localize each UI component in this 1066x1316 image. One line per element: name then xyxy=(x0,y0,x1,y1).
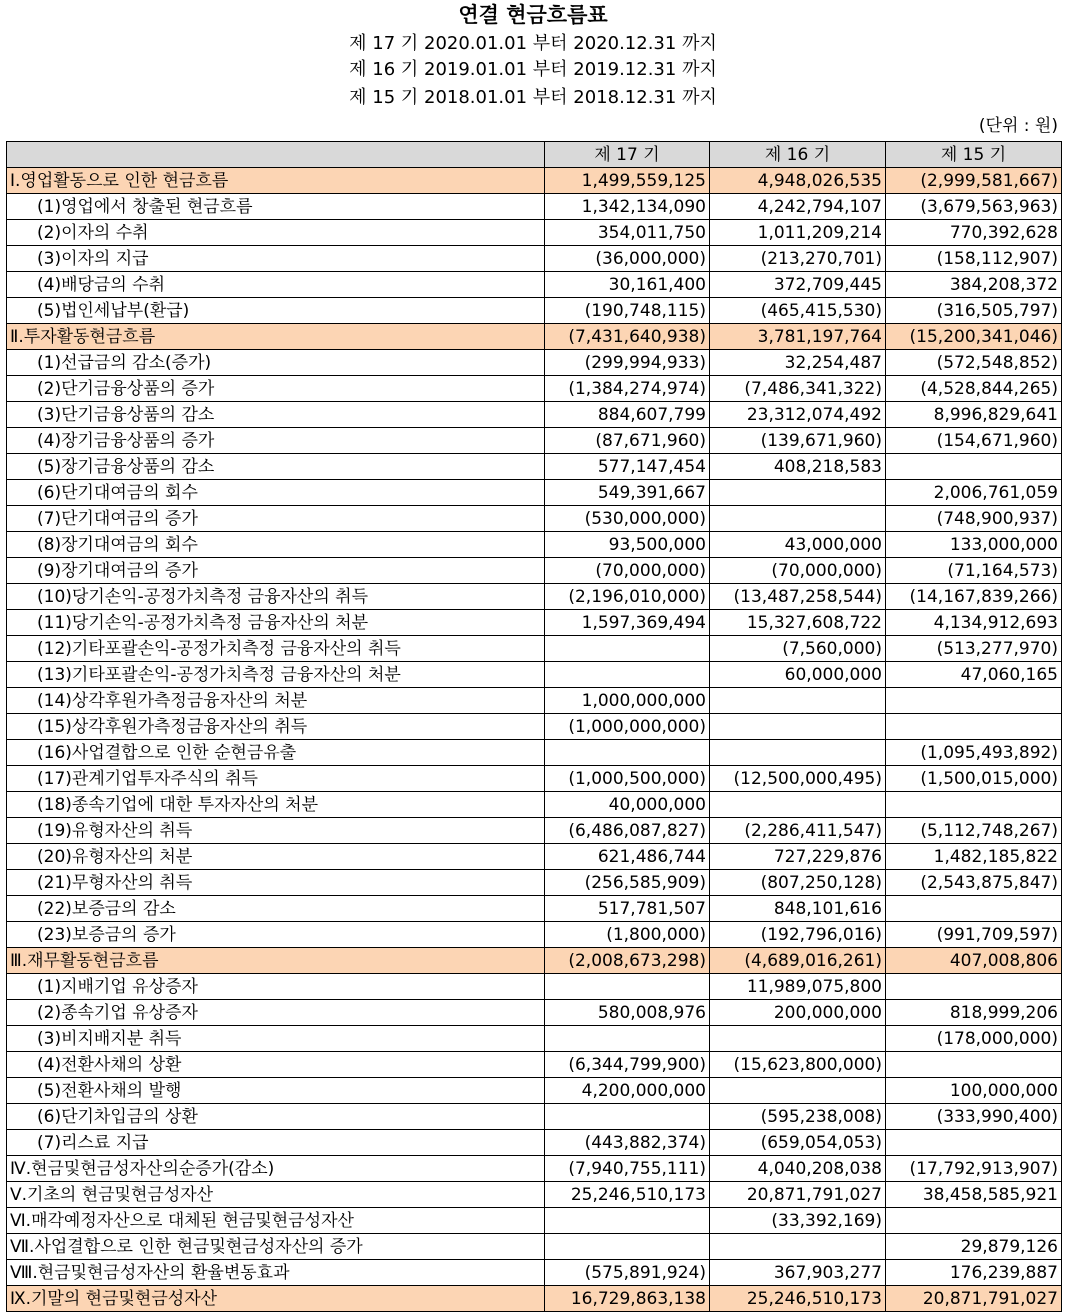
row-label: (20)유형자산의 처분 xyxy=(7,844,545,870)
row-label: Ⅲ.재무활동현금흐름 xyxy=(7,948,545,974)
row-label: Ⅶ.사업결합으로 인한 현금및현금성자산의 증가 xyxy=(7,1234,545,1260)
row-label: (3)비지배지분 취득 xyxy=(7,1026,545,1052)
value-period-17: (36,000,000) xyxy=(545,246,710,272)
value-period-15: (15,200,341,046) xyxy=(886,324,1062,350)
value-period-16 xyxy=(710,1078,886,1104)
value-period-15: 818,999,206 xyxy=(886,1000,1062,1026)
value-period-17: (2,196,010,000) xyxy=(545,584,710,610)
value-period-15: 176,239,887 xyxy=(886,1260,1062,1286)
value-period-15 xyxy=(886,688,1062,714)
value-period-16: (595,238,008) xyxy=(710,1104,886,1130)
table-row xyxy=(7,168,1062,194)
table-row xyxy=(7,246,1062,272)
value-period-17: (299,994,933) xyxy=(545,350,710,376)
period-line-17: 제 17 기 2020.01.01 부터 2020.12.31 까지 xyxy=(349,33,717,54)
value-period-16: (192,796,016) xyxy=(710,922,886,948)
row-label: (4)장기금융상품의 증가 xyxy=(7,428,545,454)
value-period-16: (12,500,000,495) xyxy=(710,766,886,792)
value-period-17 xyxy=(545,1026,710,1052)
row-label: (3)이자의 지급 xyxy=(7,246,545,272)
row-label: (18)종속기업에 대한 투자자산의 처분 xyxy=(7,792,545,818)
period-line-16: 제 16 기 2019.01.01 부터 2019.12.31 까지 xyxy=(349,59,717,80)
header-period-16: 제 16 기 xyxy=(710,142,886,168)
value-period-16: (7,560,000) xyxy=(710,636,886,662)
row-label: (19)유형자산의 취득 xyxy=(7,818,545,844)
value-period-15 xyxy=(886,792,1062,818)
value-period-17: 16,729,863,138 xyxy=(545,1286,710,1312)
value-period-17: 1,342,134,090 xyxy=(545,194,710,220)
value-period-16 xyxy=(710,688,886,714)
table-row xyxy=(7,1234,1062,1260)
value-period-16 xyxy=(710,480,886,506)
value-period-16: 25,246,510,173 xyxy=(710,1286,886,1312)
value-period-15: (748,900,937) xyxy=(886,506,1062,532)
value-period-16: 4,948,026,535 xyxy=(710,168,886,194)
value-period-15: 770,392,628 xyxy=(886,220,1062,246)
value-period-17: (256,585,909) xyxy=(545,870,710,896)
value-period-16: (807,250,128) xyxy=(710,870,886,896)
table-row xyxy=(7,1052,1062,1078)
table-row xyxy=(7,922,1062,948)
value-period-15: 133,000,000 xyxy=(886,532,1062,558)
row-label: (23)보증금의 증가 xyxy=(7,922,545,948)
value-period-16: (33,392,169) xyxy=(710,1208,886,1234)
value-period-16: 200,000,000 xyxy=(710,1000,886,1026)
value-period-16: 32,254,487 xyxy=(710,350,886,376)
value-period-17 xyxy=(545,974,710,1000)
table-row xyxy=(7,896,1062,922)
value-period-15 xyxy=(886,454,1062,480)
value-period-17 xyxy=(545,636,710,662)
value-period-17 xyxy=(545,1234,710,1260)
row-label: (8)장기대여금의 회수 xyxy=(7,532,545,558)
value-period-15: 29,879,126 xyxy=(886,1234,1062,1260)
table-row xyxy=(7,428,1062,454)
value-period-16 xyxy=(710,740,886,766)
row-label: (7)리스료 지급 xyxy=(7,1130,545,1156)
value-period-15: (178,000,000) xyxy=(886,1026,1062,1052)
value-period-17: (2,008,673,298) xyxy=(545,948,710,974)
table-row xyxy=(7,792,1062,818)
value-period-15: (572,548,852) xyxy=(886,350,1062,376)
unit-label: (단위 : 원) xyxy=(978,116,1058,136)
value-period-17: 884,607,799 xyxy=(545,402,710,428)
row-label: Ⅴ.기초의 현금및현금성자산 xyxy=(7,1182,545,1208)
row-label: Ⅰ.영업활동으로 인한 현금흐름 xyxy=(7,168,545,194)
value-period-15: 4,134,912,693 xyxy=(886,610,1062,636)
value-period-17: 580,008,976 xyxy=(545,1000,710,1026)
table-row xyxy=(7,532,1062,558)
value-period-16 xyxy=(710,506,886,532)
table-row xyxy=(7,1078,1062,1104)
value-period-15: (333,990,400) xyxy=(886,1104,1062,1130)
row-label: (1)지배기업 유상증자 xyxy=(7,974,545,1000)
table-row xyxy=(7,220,1062,246)
row-label: (21)무형자산의 취득 xyxy=(7,870,545,896)
table-row xyxy=(7,1286,1062,1312)
value-period-15: 1,482,185,822 xyxy=(886,844,1062,870)
value-period-17: 1,000,000,000 xyxy=(545,688,710,714)
value-period-17: 4,200,000,000 xyxy=(545,1078,710,1104)
value-period-15: (2,543,875,847) xyxy=(886,870,1062,896)
row-label: (7)단기대여금의 증가 xyxy=(7,506,545,532)
value-period-16 xyxy=(710,714,886,740)
value-period-16: (465,415,530) xyxy=(710,298,886,324)
table-body xyxy=(7,168,1062,1312)
table-row xyxy=(7,298,1062,324)
value-period-15: 407,008,806 xyxy=(886,948,1062,974)
value-period-16: 367,903,277 xyxy=(710,1260,886,1286)
value-period-16: (15,623,800,000) xyxy=(710,1052,886,1078)
value-period-15: (5,112,748,267) xyxy=(886,818,1062,844)
table-row xyxy=(7,480,1062,506)
table-row xyxy=(7,714,1062,740)
value-period-17 xyxy=(545,1104,710,1130)
value-period-16: 848,101,616 xyxy=(710,896,886,922)
row-label: (1)영업에서 창출된 현금흐름 xyxy=(7,194,545,220)
value-period-15: (154,671,960) xyxy=(886,428,1062,454)
value-period-15: (2,999,581,667) xyxy=(886,168,1062,194)
table-row xyxy=(7,376,1062,402)
table-row xyxy=(7,844,1062,870)
table-row xyxy=(7,454,1062,480)
table-header-row xyxy=(7,142,1062,168)
value-period-16: (13,487,258,544) xyxy=(710,584,886,610)
row-label: (4)전환사채의 상환 xyxy=(7,1052,545,1078)
value-period-15: 38,458,585,921 xyxy=(886,1182,1062,1208)
table-row xyxy=(7,350,1062,376)
header-period-15: 제 15 기 xyxy=(886,142,1062,168)
row-label: (16)사업결합으로 인한 순현금유출 xyxy=(7,740,545,766)
value-period-16: (2,286,411,547) xyxy=(710,818,886,844)
table-row xyxy=(7,506,1062,532)
value-period-15: (991,709,597) xyxy=(886,922,1062,948)
value-period-16: 43,000,000 xyxy=(710,532,886,558)
value-period-17: 517,781,507 xyxy=(545,896,710,922)
value-period-16: 1,011,209,214 xyxy=(710,220,886,246)
value-period-15: (3,679,563,963) xyxy=(886,194,1062,220)
value-period-15: (17,792,913,907) xyxy=(886,1156,1062,1182)
value-period-15 xyxy=(886,974,1062,1000)
value-period-17: 549,391,667 xyxy=(545,480,710,506)
value-period-17: (7,940,755,111) xyxy=(545,1156,710,1182)
row-label: (5)전환사채의 발행 xyxy=(7,1078,545,1104)
value-period-15: 47,060,165 xyxy=(886,662,1062,688)
header-label xyxy=(7,142,545,168)
row-label: (15)상각후원가측정금융자산의 취득 xyxy=(7,714,545,740)
value-period-17: 93,500,000 xyxy=(545,532,710,558)
row-label: (6)단기차입금의 상환 xyxy=(7,1104,545,1130)
value-period-16: 4,242,794,107 xyxy=(710,194,886,220)
statement-title: 연결 현금흐름표 xyxy=(458,3,608,27)
row-label: (3)단기금융상품의 감소 xyxy=(7,402,545,428)
table-row xyxy=(7,1130,1062,1156)
value-period-15: (71,164,573) xyxy=(886,558,1062,584)
table-row xyxy=(7,948,1062,974)
row-label: (10)당기손익-공정가치측정 금융자산의 취득 xyxy=(7,584,545,610)
value-period-15 xyxy=(886,1208,1062,1234)
table-row xyxy=(7,974,1062,1000)
row-label: Ⅳ.현금및현금성자산의순증가(감소) xyxy=(7,1156,545,1182)
value-period-17: 354,011,750 xyxy=(545,220,710,246)
table-row xyxy=(7,636,1062,662)
cash-flow-table xyxy=(6,141,1062,1312)
value-period-17: (443,882,374) xyxy=(545,1130,710,1156)
value-period-16 xyxy=(710,792,886,818)
value-period-15 xyxy=(886,896,1062,922)
row-label: (5)장기금융상품의 감소 xyxy=(7,454,545,480)
table-row xyxy=(7,740,1062,766)
row-label: (2)이자의 수취 xyxy=(7,220,545,246)
value-period-17: (6,486,087,827) xyxy=(545,818,710,844)
value-period-16: (213,270,701) xyxy=(710,246,886,272)
value-period-17 xyxy=(545,1208,710,1234)
table-row xyxy=(7,766,1062,792)
table-row xyxy=(7,662,1062,688)
value-period-17: (70,000,000) xyxy=(545,558,710,584)
value-period-15 xyxy=(886,1052,1062,1078)
value-period-16: 3,781,197,764 xyxy=(710,324,886,350)
value-period-17: (575,891,924) xyxy=(545,1260,710,1286)
row-label: (9)장기대여금의 증가 xyxy=(7,558,545,584)
table-row xyxy=(7,194,1062,220)
value-period-16 xyxy=(710,1026,886,1052)
value-period-16: 23,312,074,492 xyxy=(710,402,886,428)
table-row xyxy=(7,1104,1062,1130)
table-row xyxy=(7,324,1062,350)
value-period-16: (139,671,960) xyxy=(710,428,886,454)
value-period-17: 30,161,400 xyxy=(545,272,710,298)
row-label: (14)상각후원가측정금융자산의 처분 xyxy=(7,688,545,714)
value-period-16: 727,229,876 xyxy=(710,844,886,870)
table-row xyxy=(7,584,1062,610)
value-period-16: (4,689,016,261) xyxy=(710,948,886,974)
value-period-16: 15,327,608,722 xyxy=(710,610,886,636)
value-period-15: 384,208,372 xyxy=(886,272,1062,298)
value-period-17: (530,000,000) xyxy=(545,506,710,532)
value-period-15: 8,996,829,641 xyxy=(886,402,1062,428)
value-period-17: 1,499,559,125 xyxy=(545,168,710,194)
value-period-17: (1,384,274,974) xyxy=(545,376,710,402)
table-row xyxy=(7,558,1062,584)
row-label: (1)선급금의 감소(증가) xyxy=(7,350,545,376)
value-period-16: 60,000,000 xyxy=(710,662,886,688)
value-period-15: (1,500,015,000) xyxy=(886,766,1062,792)
row-label: (5)법인세납부(환급) xyxy=(7,298,545,324)
row-label: (22)보증금의 감소 xyxy=(7,896,545,922)
value-period-17: (1,000,000,000) xyxy=(545,714,710,740)
value-period-16: (70,000,000) xyxy=(710,558,886,584)
value-period-15: (14,167,839,266) xyxy=(886,584,1062,610)
row-label: (17)관계기업투자주식의 취득 xyxy=(7,766,545,792)
value-period-17: 1,597,369,494 xyxy=(545,610,710,636)
row-label: Ⅸ.기말의 현금및현금성자산 xyxy=(7,1286,545,1312)
value-period-15: (513,277,970) xyxy=(886,636,1062,662)
row-label: Ⅵ.매각예정자산으로 대체된 현금및현금성자산 xyxy=(7,1208,545,1234)
value-period-15: (158,112,907) xyxy=(886,246,1062,272)
value-period-16: 408,218,583 xyxy=(710,454,886,480)
table-row xyxy=(7,610,1062,636)
value-period-17: 25,246,510,173 xyxy=(545,1182,710,1208)
value-period-17: (1,000,500,000) xyxy=(545,766,710,792)
value-period-17: (7,431,640,938) xyxy=(545,324,710,350)
table-row xyxy=(7,1260,1062,1286)
value-period-17: 577,147,454 xyxy=(545,454,710,480)
row-label: (11)당기손익-공정가치측정 금융자산의 처분 xyxy=(7,610,545,636)
header-period-17: 제 17 기 xyxy=(545,142,710,168)
period-line-15: 제 15 기 2018.01.01 부터 2018.12.31 까지 xyxy=(349,87,717,108)
value-period-16 xyxy=(710,1234,886,1260)
table-row xyxy=(7,818,1062,844)
row-label: Ⅷ.현금및현금성자산의 환율변동효과 xyxy=(7,1260,545,1286)
row-label: (2)단기금융상품의 증가 xyxy=(7,376,545,402)
value-period-15: (316,505,797) xyxy=(886,298,1062,324)
table-row xyxy=(7,1208,1062,1234)
value-period-15 xyxy=(886,1130,1062,1156)
value-period-17: (1,800,000) xyxy=(545,922,710,948)
row-label: (4)배당금의 수취 xyxy=(7,272,545,298)
row-label: (6)단기대여금의 회수 xyxy=(7,480,545,506)
value-period-16: 20,871,791,027 xyxy=(710,1182,886,1208)
table-row xyxy=(7,1156,1062,1182)
row-label: (12)기타포괄손익-공정가치측정 금융자산의 취득 xyxy=(7,636,545,662)
value-period-16: 4,040,208,038 xyxy=(710,1156,886,1182)
table-row xyxy=(7,1026,1062,1052)
value-period-17: (87,671,960) xyxy=(545,428,710,454)
value-period-15: 20,871,791,027 xyxy=(886,1286,1062,1312)
value-period-17: (6,344,799,900) xyxy=(545,1052,710,1078)
row-label: (13)기타포괄손익-공정가치측정 금융자산의 처분 xyxy=(7,662,545,688)
table-row xyxy=(7,1000,1062,1026)
value-period-15: (1,095,493,892) xyxy=(886,740,1062,766)
table-row xyxy=(7,1182,1062,1208)
value-period-17: (190,748,115) xyxy=(545,298,710,324)
value-period-16: 11,989,075,800 xyxy=(710,974,886,1000)
value-period-15: (4,528,844,265) xyxy=(886,376,1062,402)
value-period-16: (7,486,341,322) xyxy=(710,376,886,402)
value-period-16: 372,709,445 xyxy=(710,272,886,298)
row-label: Ⅱ.투자활동현금흐름 xyxy=(7,324,545,350)
value-period-17: 40,000,000 xyxy=(545,792,710,818)
value-period-17 xyxy=(545,740,710,766)
table-row xyxy=(7,688,1062,714)
table-row xyxy=(7,402,1062,428)
value-period-15 xyxy=(886,714,1062,740)
value-period-17: 621,486,744 xyxy=(545,844,710,870)
table-row xyxy=(7,870,1062,896)
row-label: (2)종속기업 유상증자 xyxy=(7,1000,545,1026)
value-period-17 xyxy=(545,662,710,688)
table-row xyxy=(7,272,1062,298)
value-period-15: 100,000,000 xyxy=(886,1078,1062,1104)
value-period-16: (659,054,053) xyxy=(710,1130,886,1156)
value-period-15: 2,006,761,059 xyxy=(886,480,1062,506)
